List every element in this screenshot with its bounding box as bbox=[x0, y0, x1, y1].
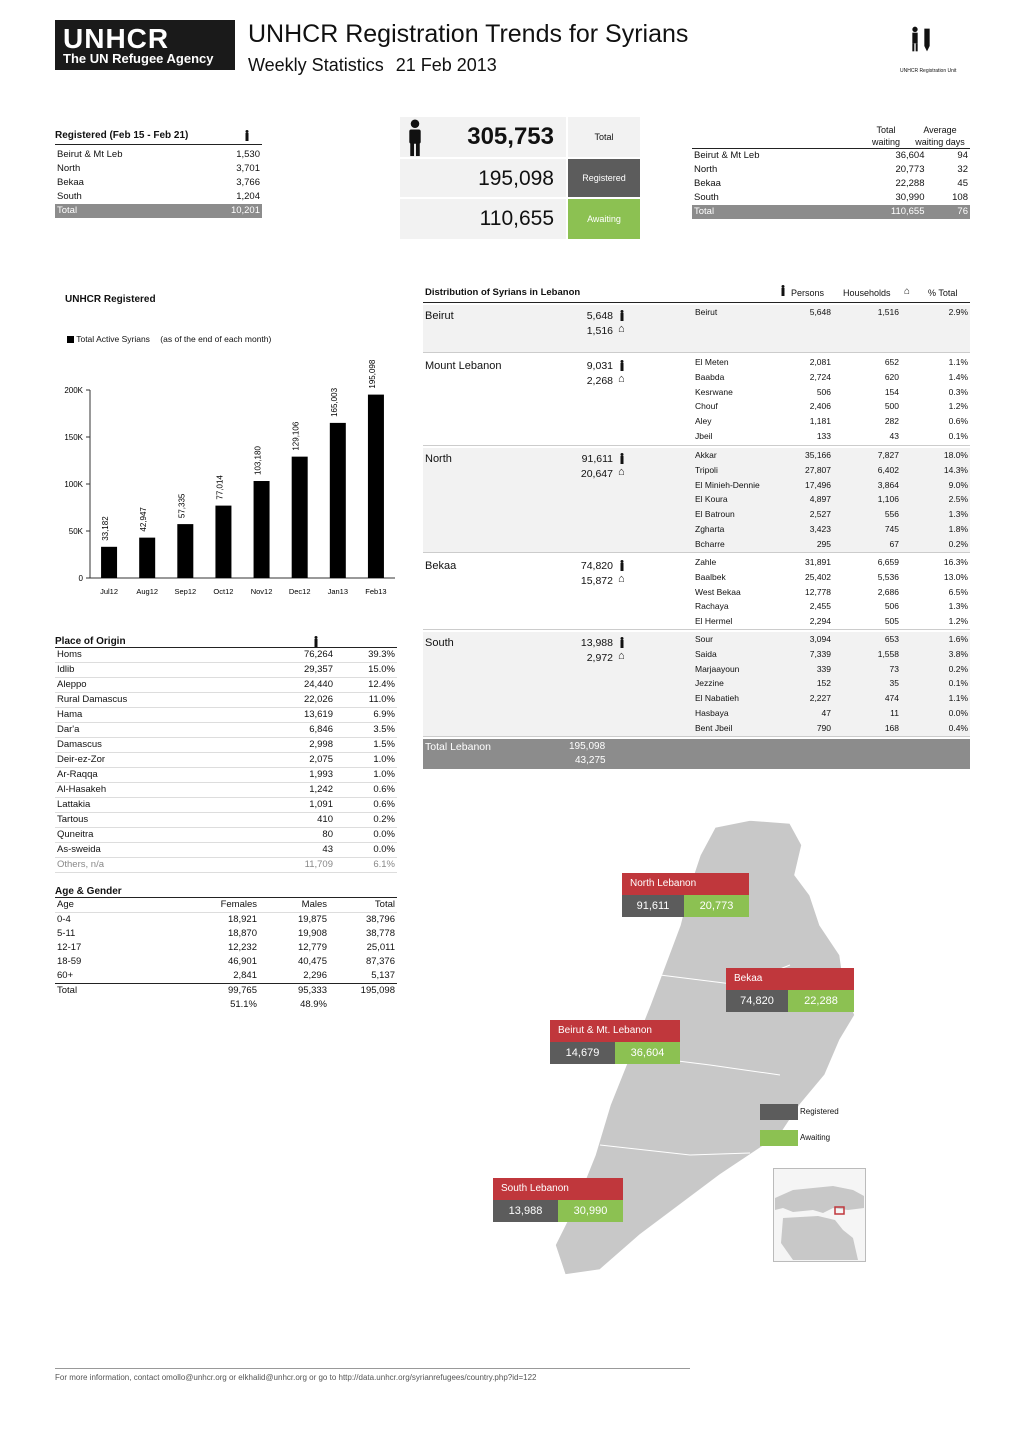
inset-locator-map bbox=[773, 1168, 866, 1262]
callout-registered: 14,679 bbox=[550, 1042, 615, 1064]
total-lebanon-label: Total Lebanon bbox=[425, 740, 491, 753]
callout-awaiting: 30,990 bbox=[558, 1200, 623, 1222]
table-row: Hama 13,619 6.9% bbox=[55, 708, 397, 723]
table-row: Dar'a 6,846 3.5% bbox=[55, 723, 397, 738]
y-tick-label: 100K bbox=[64, 480, 83, 489]
legend-note: (as of the end of each month) bbox=[160, 334, 272, 344]
table-row: Others, n/a 11,709 6.1% bbox=[55, 858, 397, 873]
district-row: Hasbaya 47 11 0.0% bbox=[695, 707, 968, 718]
subtitle-text: Weekly Statistics bbox=[248, 55, 384, 75]
table-row: 18-59 46,901 40,475 87,376 bbox=[57, 956, 395, 967]
awaiting-label: Awaiting bbox=[568, 199, 640, 239]
table-row: Homs 76,264 39.3% bbox=[55, 648, 397, 663]
district-row: Baalbek 25,402 5,536 13.0% bbox=[695, 571, 968, 582]
callout-awaiting: 20,773 bbox=[684, 895, 749, 917]
district-row: Kesrwane 506 154 0.3% bbox=[695, 386, 968, 397]
house-icon: ⌂ bbox=[618, 466, 625, 478]
total-value: 305,753 bbox=[467, 123, 554, 150]
district-row: Bcharre 295 67 0.2% bbox=[695, 538, 968, 549]
district-row: Marjaayoun 339 73 0.2% bbox=[695, 663, 968, 674]
bar-value-label: 165,003 bbox=[329, 387, 339, 417]
col-total-waiting: Total waiting bbox=[871, 125, 900, 147]
district-row: Jbeil 133 43 0.1% bbox=[695, 430, 968, 441]
table-row: Bekaa 22,288 45 bbox=[694, 178, 968, 189]
table-row: Ar-Raqqa 1,993 1.0% bbox=[55, 768, 397, 783]
callout-label: Beirut & Mt. Lebanon bbox=[550, 1020, 680, 1042]
bar bbox=[330, 423, 346, 578]
bar bbox=[254, 481, 270, 578]
gender-pct-row bbox=[55, 998, 397, 1012]
registration-unit-icon bbox=[905, 26, 945, 66]
region-name: South bbox=[425, 636, 454, 649]
region-households: 2,268 bbox=[586, 375, 613, 387]
y-tick-label: 50K bbox=[68, 527, 83, 536]
col-pct-total: % Total bbox=[928, 288, 958, 298]
col-households: Households bbox=[843, 288, 891, 298]
callout-awaiting: 36,604 bbox=[615, 1042, 680, 1064]
district-row: Zgharta 3,423 745 1.8% bbox=[695, 523, 968, 534]
logo-sub: The UN Refugee Agency bbox=[63, 51, 214, 66]
pct-females: 51.1% bbox=[230, 999, 257, 1010]
page-title: UNHCR Registration Trends for Syrians bbox=[248, 20, 689, 48]
district-row: El Hermel 2,294 505 1.2% bbox=[695, 616, 968, 627]
total-row: Total 10,201 bbox=[57, 205, 260, 216]
table-row: Lattakia 1,091 0.6% bbox=[55, 798, 397, 813]
x-tick-label: Aug12 bbox=[136, 587, 159, 596]
total-lebanon-row bbox=[423, 739, 970, 769]
district-row: El Minieh-Dennie 17,496 3,864 9.0% bbox=[695, 479, 968, 490]
callout-registered: 13,988 bbox=[493, 1200, 558, 1222]
report-date: 21 Feb 2013 bbox=[395, 55, 497, 75]
origin-table bbox=[55, 636, 397, 873]
district-row: Tripoli 27,807 6,402 14.3% bbox=[695, 464, 968, 475]
bar-value-label: 42,947 bbox=[139, 507, 149, 532]
person-icon bbox=[313, 636, 319, 647]
district-row: West Bekaa 12,778 2,686 6.5% bbox=[695, 586, 968, 597]
bar-value-label: 103,180 bbox=[253, 446, 263, 476]
person-icon bbox=[619, 637, 625, 648]
region-name: Beirut bbox=[425, 310, 454, 322]
bar-value-label: 129,106 bbox=[291, 421, 301, 451]
person-icon bbox=[619, 360, 625, 371]
person-icon bbox=[404, 119, 426, 157]
district-row: El Meten 2,081 652 1.1% bbox=[695, 357, 968, 367]
district-row: Bent Jbeil 790 168 0.4% bbox=[695, 722, 968, 733]
table-row: Beirut & Mt Leb 36,604 94 bbox=[694, 150, 968, 161]
district-row: Chouf 2,406 500 1.2% bbox=[695, 401, 968, 412]
chart-heading: UNHCR Registered bbox=[65, 294, 156, 305]
district-row: Sour 3,094 653 1.6% bbox=[695, 633, 968, 644]
registered-bar-chart bbox=[55, 340, 405, 610]
table-row: North 3,701 bbox=[57, 163, 260, 174]
legend-swatch-registered bbox=[760, 1104, 798, 1120]
origin-title: Place of Origin bbox=[55, 636, 126, 647]
district-row: Jezzine 152 35 0.1% bbox=[695, 678, 968, 689]
waiting-table bbox=[692, 124, 970, 219]
callout-awaiting: 22,288 bbox=[788, 990, 854, 1012]
age-gender-title: Age & Gender bbox=[55, 886, 397, 898]
bar-value-label: 33,182 bbox=[101, 516, 111, 541]
registered-label: Registered bbox=[568, 159, 640, 197]
pct-males: 48.9% bbox=[300, 999, 327, 1010]
map-callout-bekaa bbox=[726, 968, 854, 1012]
person-icon bbox=[619, 560, 625, 571]
x-tick-label: Nov12 bbox=[250, 587, 273, 596]
awaiting-value: 110,655 bbox=[479, 207, 554, 230]
logo-main: UNHCR bbox=[63, 23, 170, 54]
district-row: Baabda 2,724 620 1.4% bbox=[695, 371, 968, 382]
callout-registered: 91,611 bbox=[622, 895, 684, 917]
region-persons: 91,611 bbox=[581, 453, 613, 465]
district-row: El Nabatieh 2,227 474 1.1% bbox=[695, 693, 968, 704]
table-row: South 30,990 108 bbox=[694, 192, 968, 203]
callout-label: South Lebanon bbox=[493, 1178, 623, 1200]
region-name: North bbox=[425, 453, 452, 465]
district-row: El Batroun 2,527 556 1.3% bbox=[695, 509, 968, 520]
distribution-region bbox=[423, 448, 970, 553]
y-tick-label: 150K bbox=[64, 433, 83, 442]
region-persons: 13,988 bbox=[580, 636, 613, 649]
district-row: Rachaya 2,455 506 1.3% bbox=[695, 601, 968, 612]
region-persons: 74,820 bbox=[580, 560, 613, 572]
table-row: Tartous 410 0.2% bbox=[55, 813, 397, 828]
distribution-region bbox=[423, 355, 970, 446]
y-tick-label: 0 bbox=[78, 574, 83, 583]
region-persons: 9,031 bbox=[586, 360, 613, 372]
region-households: 20,647 bbox=[580, 468, 613, 480]
y-tick-label: 200K bbox=[64, 386, 83, 395]
district-row: El Koura 4,897 1,106 2.5% bbox=[695, 494, 968, 505]
house-icon: ⌂ bbox=[904, 286, 911, 297]
table-row: Bekaa 3,766 bbox=[57, 177, 260, 188]
callout-label: North Lebanon bbox=[622, 873, 749, 895]
map-callout-north bbox=[622, 873, 749, 917]
district-row: Akkar 35,166 7,827 18.0% bbox=[695, 450, 968, 460]
map-callout-south bbox=[493, 1178, 623, 1222]
table-row: Beirut & Mt Leb 1,530 bbox=[57, 149, 260, 160]
summary-panel bbox=[400, 117, 640, 239]
registered-value: 195,098 bbox=[478, 167, 554, 190]
region-households: 15,872 bbox=[580, 575, 613, 587]
col-persons: Persons bbox=[791, 288, 825, 298]
person-icon bbox=[780, 285, 786, 296]
callout-registered: 74,820 bbox=[726, 990, 788, 1012]
table-row: 12-17 12,232 12,779 25,011 bbox=[57, 942, 395, 953]
table-row: Idlib 29,357 15.0% bbox=[55, 663, 397, 678]
table-row: Total 99,765 95,333 195,098 bbox=[57, 985, 395, 996]
person-icon bbox=[619, 310, 625, 321]
distribution-region bbox=[423, 305, 970, 353]
bar bbox=[368, 395, 384, 578]
house-icon: ⌂ bbox=[618, 573, 625, 585]
x-tick-label: Feb13 bbox=[365, 587, 387, 596]
table-row: Rural Damascus 22,026 11.0% bbox=[55, 693, 397, 708]
bar bbox=[177, 524, 193, 578]
bar bbox=[139, 538, 155, 578]
table-row: 60+ 2,841 2,296 5,137 bbox=[57, 970, 395, 981]
table-row: Deir-ez-Zor 2,075 1.0% bbox=[55, 753, 397, 768]
footer-contact: For more information, contact omollo@unhcr.org or elkhalid@unhcr.org or go to http://data.unhcr.org/syrianrefugees/country.php?id=122 bbox=[55, 1373, 537, 1382]
table-row: Quneitra 80 0.0% bbox=[55, 828, 397, 843]
bar bbox=[292, 457, 308, 578]
region-households: 2,972 bbox=[586, 651, 613, 664]
table-row: 5-11 18,870 19,908 38,778 bbox=[57, 928, 395, 939]
table-row: North 20,773 32 bbox=[694, 164, 968, 175]
legend-registered: Registered bbox=[800, 1107, 839, 1116]
distribution-region bbox=[423, 555, 970, 630]
weekly-registered-table bbox=[55, 130, 262, 218]
person-icon bbox=[244, 130, 250, 141]
weekly-title: Registered (Feb 15 - Feb 21) bbox=[55, 130, 189, 141]
region-households: 1,516 bbox=[586, 325, 613, 337]
x-tick-label: Oct12 bbox=[213, 587, 234, 596]
legend-awaiting: Awaiting bbox=[800, 1133, 831, 1142]
person-icon bbox=[619, 453, 625, 464]
age-gender-table bbox=[55, 886, 397, 1012]
house-icon: ⌂ bbox=[618, 373, 625, 385]
table-row: Al-Hasakeh 1,242 0.6% bbox=[55, 783, 397, 798]
district-row: Beirut 5,648 1,516 2.9% bbox=[695, 307, 968, 317]
distribution-region bbox=[423, 632, 970, 737]
distribution-table bbox=[423, 284, 970, 769]
x-tick-label: Dec12 bbox=[288, 587, 311, 596]
bar bbox=[101, 547, 117, 578]
x-tick-label: Jan13 bbox=[327, 587, 349, 596]
table-row: As-sweida 43 0.0% bbox=[55, 843, 397, 858]
house-icon: ⌂ bbox=[618, 649, 625, 662]
region-name: Mount Lebanon bbox=[425, 360, 502, 372]
total-label: Total bbox=[568, 117, 640, 157]
page-subtitle bbox=[248, 55, 497, 76]
distribution-title: Distribution of Syrians in Lebanon bbox=[425, 287, 581, 298]
region-name: Bekaa bbox=[425, 560, 457, 572]
bar-value-label: 195,098 bbox=[367, 359, 377, 389]
unhcr-logo bbox=[55, 20, 235, 70]
district-row: Aley 1,181 282 0.6% bbox=[695, 416, 968, 427]
total-lebanon-persons: 195,098 bbox=[569, 740, 606, 752]
house-icon: ⌂ bbox=[618, 323, 625, 335]
region-persons: 5,648 bbox=[586, 310, 613, 322]
table-header: Age Females Males Total bbox=[55, 898, 397, 913]
bar-value-label: 57,335 bbox=[177, 493, 187, 519]
district-row: Zahle 31,891 6,659 16.3% bbox=[695, 557, 968, 567]
table-row: Damascus 2,998 1.5% bbox=[55, 738, 397, 753]
legend-swatch-awaiting bbox=[760, 1130, 798, 1146]
table-row: South 1,204 bbox=[57, 191, 260, 202]
bar bbox=[215, 506, 231, 578]
col-average-days: Average waiting days bbox=[915, 125, 965, 147]
registration-unit-label: UNHCR Registration Unit bbox=[900, 68, 957, 74]
total-row: Total 110,655 76 bbox=[694, 206, 968, 217]
legend-label: Total Active Syrians bbox=[76, 334, 150, 344]
table-row: Aleppo 24,440 12.4% bbox=[55, 678, 397, 693]
x-tick-label: Sep12 bbox=[174, 587, 197, 596]
callout-label: Bekaa bbox=[726, 968, 854, 990]
total-lebanon-households: 43,275 bbox=[575, 754, 606, 766]
district-row: Saida 7,339 1,558 3.8% bbox=[695, 648, 968, 659]
map-callout-beirut bbox=[550, 1020, 680, 1064]
x-tick-label: Jul12 bbox=[100, 587, 119, 596]
table-row: 0-4 18,921 19,875 38,796 bbox=[57, 914, 395, 925]
map-legend bbox=[760, 1104, 839, 1146]
bar-value-label: 77,014 bbox=[215, 475, 225, 500]
